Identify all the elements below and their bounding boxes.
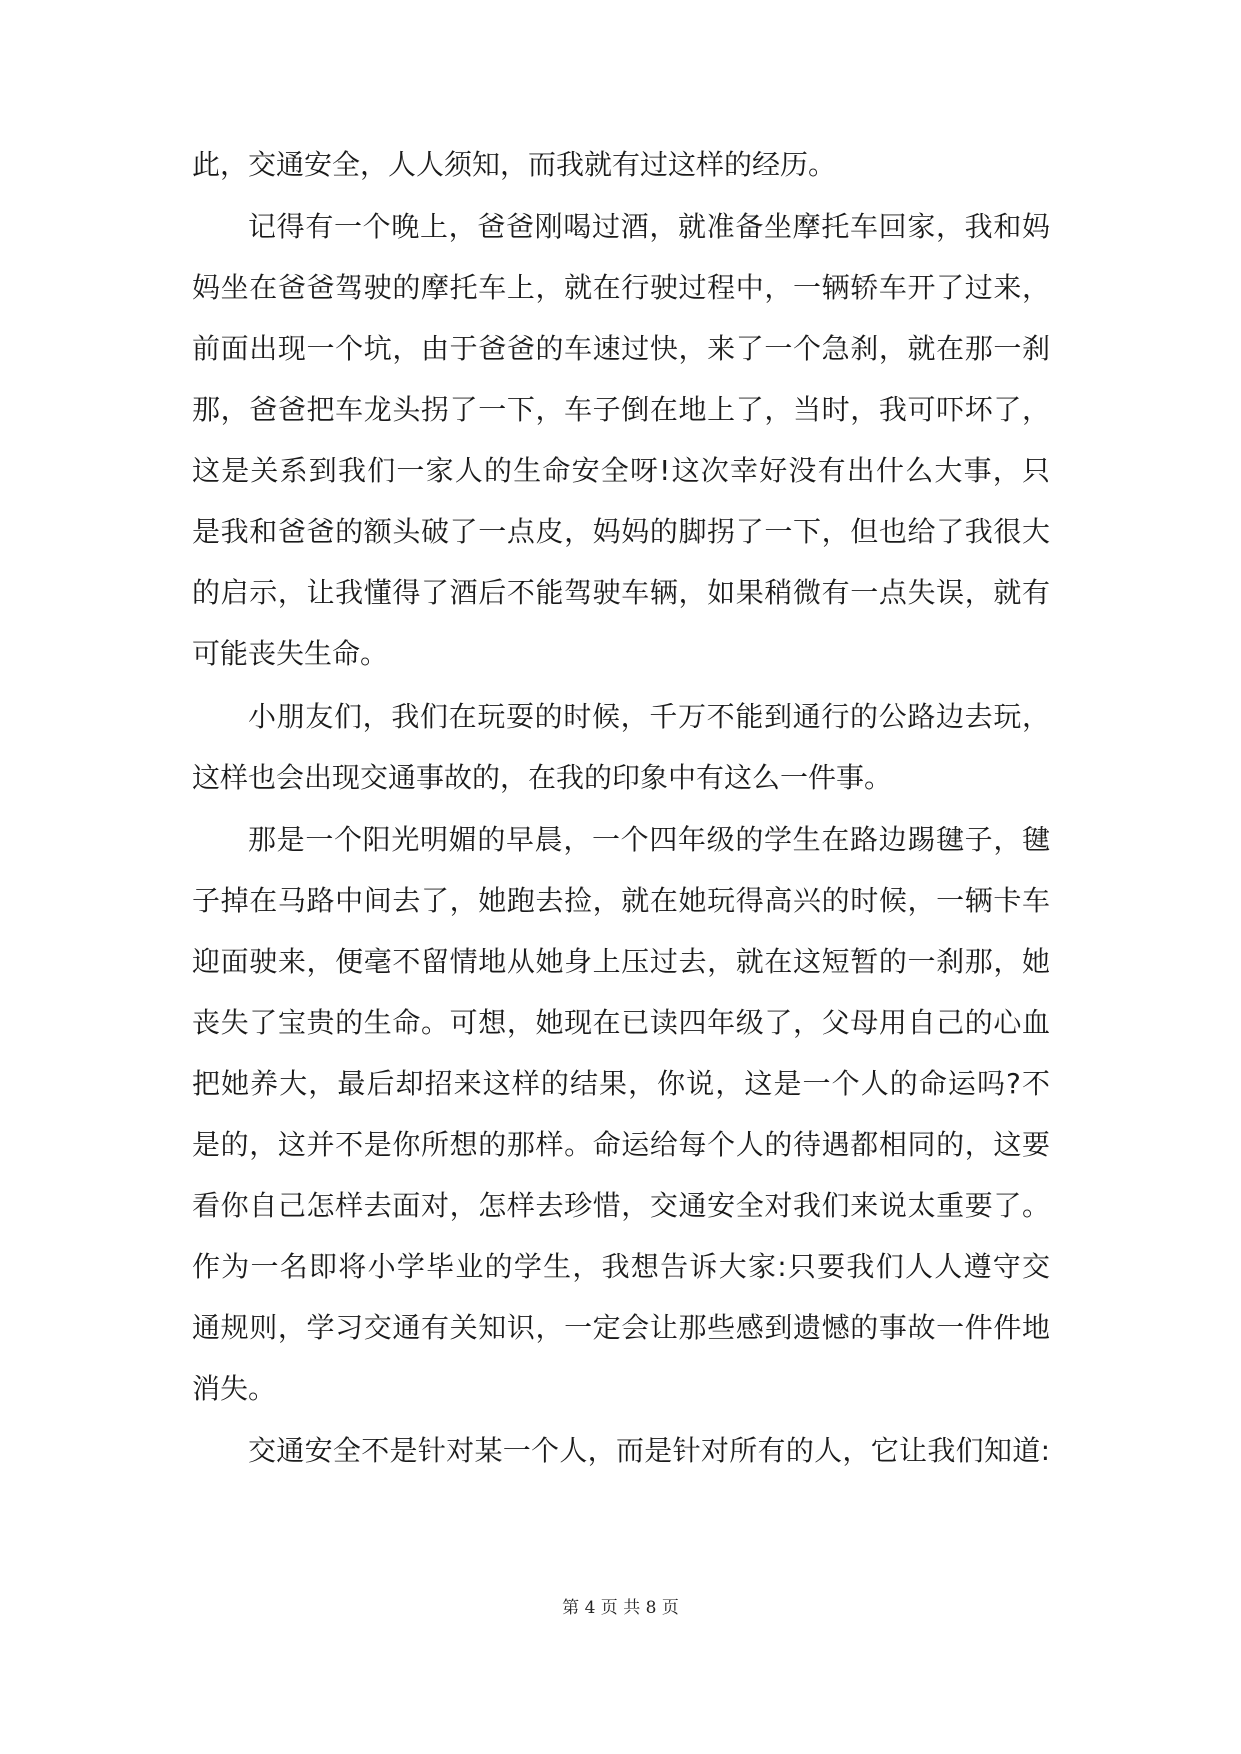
paragraph-line: 此，交通安全，人人须知，而我就有过这样的经历。 [192, 148, 837, 181]
paragraph-line: 作为一名即将小学毕业的学生，我想告诉大家:只要我们人人遵守交 [192, 1250, 1050, 1283]
paragraph-line: 交通安全不是针对某一个人，而是针对所有的人，它让我们知道: [248, 1434, 1050, 1467]
paragraph-line: 那，爸爸把车龙头拐了一下，车子倒在地上了，当时，我可吓坏了， [192, 393, 1050, 426]
paragraph-line: 是的，这并不是你所想的那样。命运给每个人的待遇都相同的，这要 [192, 1128, 1050, 1161]
paragraph-line: 这样也会出现交通事故的，在我的印象中有这么一件事。 [192, 761, 893, 794]
paragraph-line: 记得有一个晚上，爸爸刚喝过酒，就准备坐摩托车回家，我和妈 [248, 210, 1050, 243]
paragraph-line: 把她养大，最后却招来这样的结果，你说，这是一个人的命运吗?不 [192, 1067, 1050, 1100]
paragraph-line: 消失。 [192, 1372, 277, 1405]
paragraph-line: 的启示，让我懂得了酒后不能驾驶车辆，如果稍微有一点失误，就有 [192, 576, 1050, 609]
page-footer: 第 4 页 共 8 页 [562, 1598, 679, 1618]
paragraph-line: 丧失了宝贵的生命。可想，她现在已读四年级了，父母用自己的心血 [192, 1006, 1050, 1039]
paragraph-line: 迎面驶来，便毫不留情地从她身上压过去，就在这短暂的一刹那，她 [192, 945, 1050, 978]
paragraph-line: 可能丧失生命。 [192, 637, 389, 670]
paragraph-line: 这是关系到我们一家人的生命安全呀!这次幸好没有出什么大事，只 [192, 454, 1050, 487]
paragraph-line: 那是一个阳光明媚的早晨，一个四年级的学生在路边踢毽子，毽 [248, 823, 1050, 856]
paragraph-line: 看你自己怎样去面对，怎样去珍惜，交通安全对我们来说太重要了。 [192, 1189, 1050, 1222]
paragraph-line: 通规则，学习交通有关知识，一定会让那些感到遗憾的事故一件件地 [192, 1311, 1050, 1344]
paragraph-line: 前面出现一个坑，由于爸爸的车速过快，来了一个急刹，就在那一刹 [192, 332, 1050, 365]
paragraph-line: 子掉在马路中间去了，她跑去捡，就在她玩得高兴的时候，一辆卡车 [192, 884, 1050, 917]
paragraph-line: 小朋友们，我们在玩耍的时候，千万不能到通行的公路边去玩， [248, 700, 1050, 733]
paragraph-line: 妈坐在爸爸驾驶的摩托车上，就在行驶过程中，一辆轿车开了过来， [192, 271, 1050, 304]
paragraph-line: 是我和爸爸的额头破了一点皮，妈妈的脚拐了一下，但也给了我很大 [192, 515, 1050, 548]
